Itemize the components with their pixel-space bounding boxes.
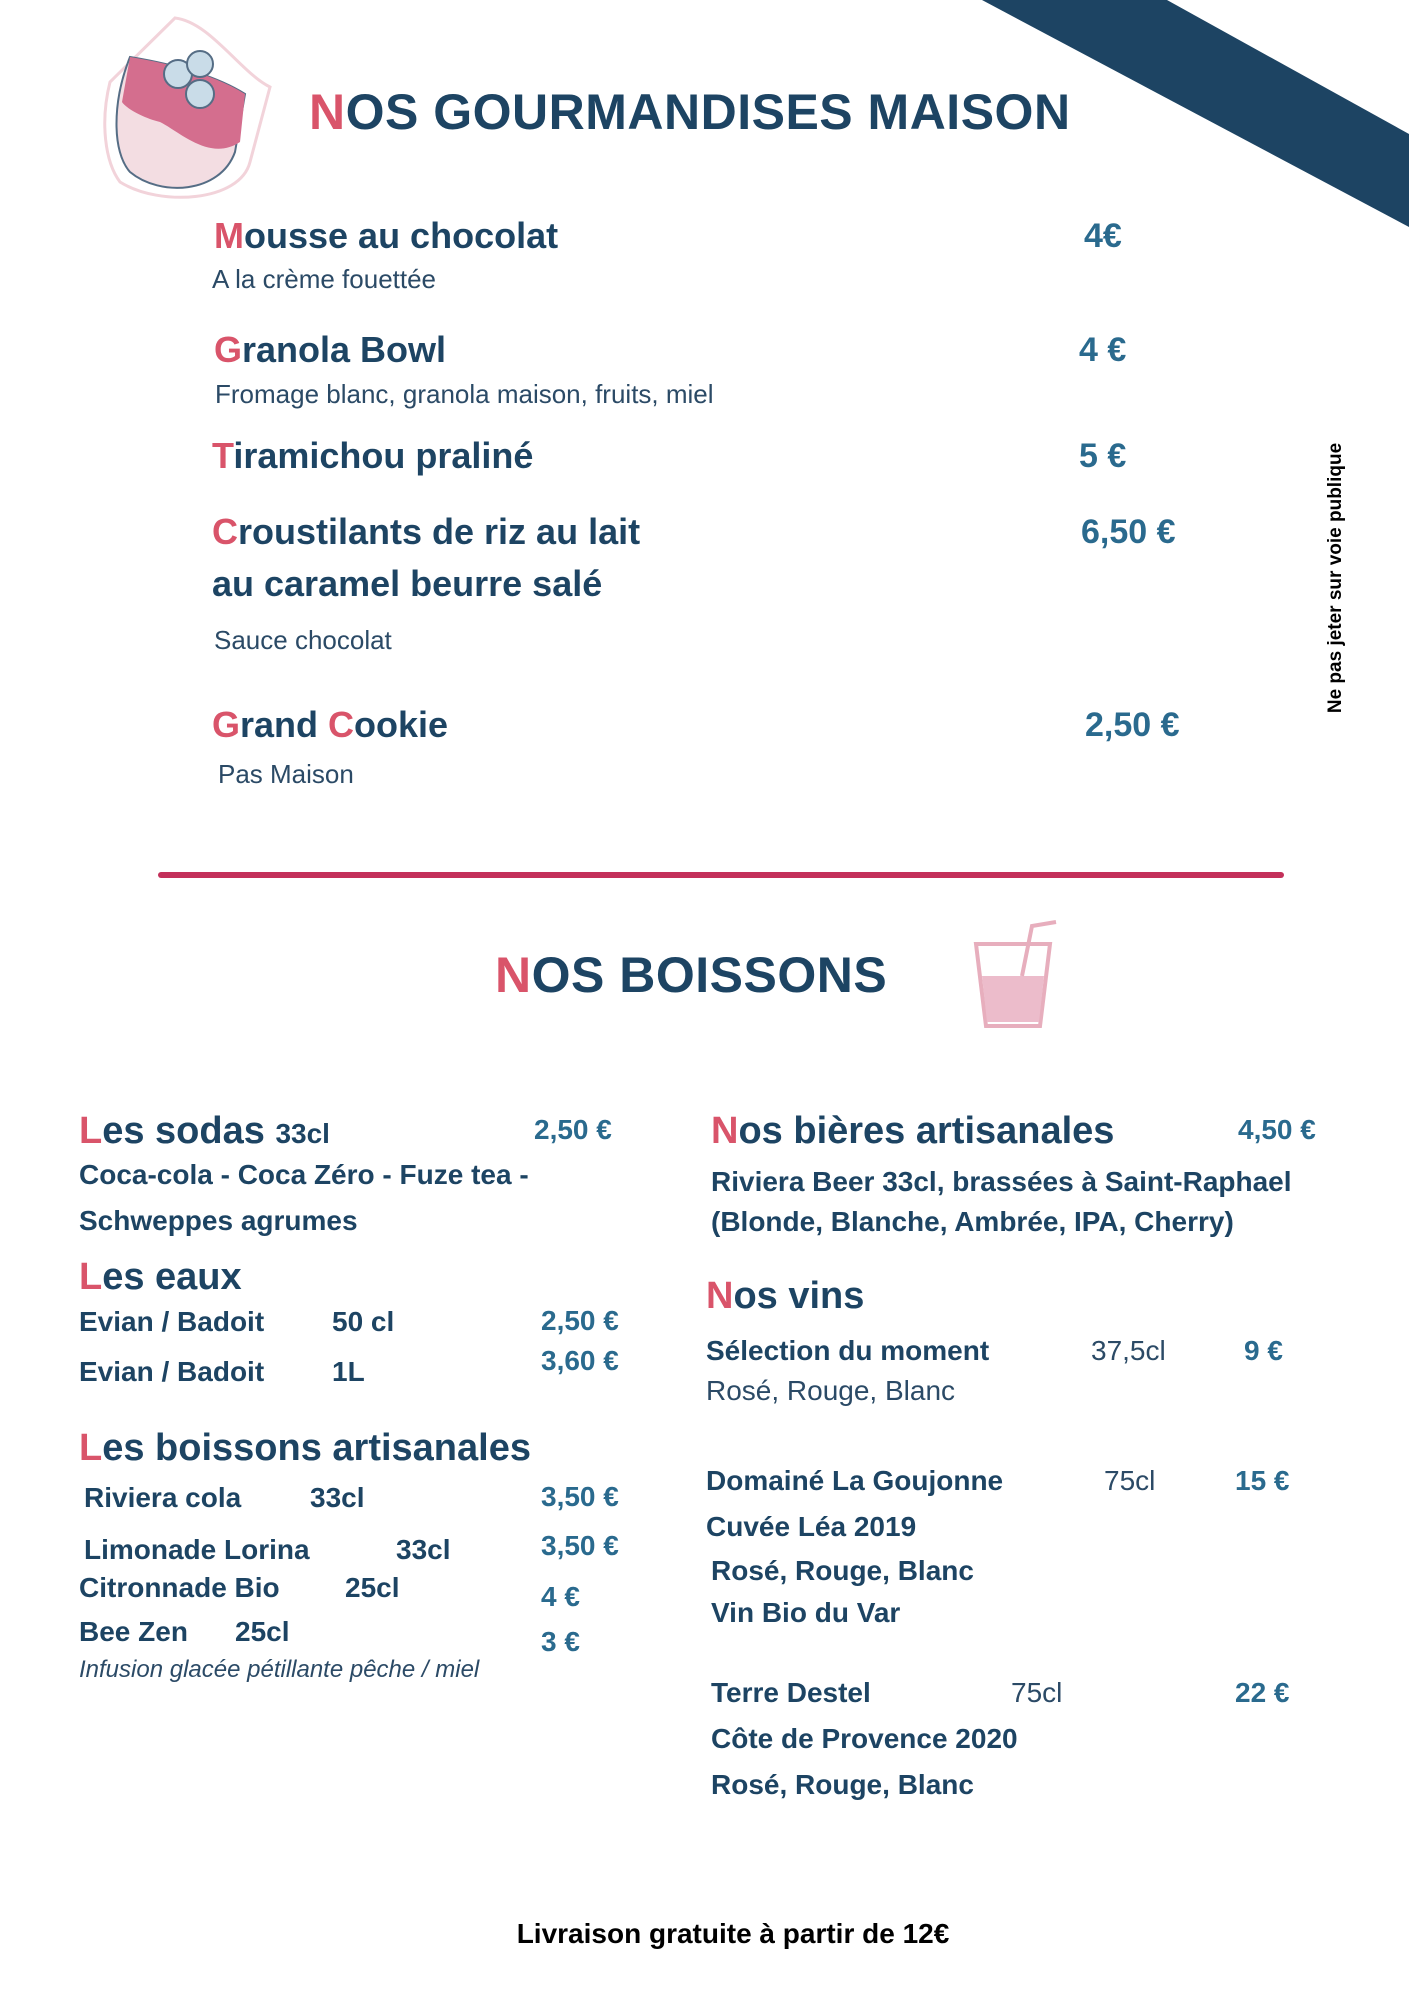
sodas-price: 2,50 €: [534, 1114, 612, 1145]
dessert-name: Granola Bowl: [214, 329, 447, 370]
wine-size: 37,5cl: [1091, 1335, 1166, 1366]
dessert-price: 4 €: [1079, 331, 1127, 369]
water-name: Evian / Badoit: [79, 1306, 265, 1337]
dessert-price: 4€: [1084, 217, 1122, 255]
craft-drinks-heading: Les boissons artisanales: [79, 1427, 531, 1469]
wine-size: 75cl: [1011, 1677, 1063, 1708]
craft-drink-name: Limonade Lorina: [84, 1534, 310, 1565]
beers-description: (Blonde, Blanche, Ambrée, IPA, Cherry): [711, 1206, 1234, 1237]
wine-price: 22 €: [1235, 1677, 1290, 1708]
side-note: Ne pas jeter sur voie publique: [1325, 442, 1346, 714]
section-divider: [158, 872, 1284, 878]
beers-heading: Nos bières artisanales: [711, 1110, 1115, 1152]
craft-drink-price: 3,50 €: [541, 1530, 619, 1561]
drink-glass-icon: [970, 918, 1060, 1030]
wine-name: Domainé La Goujonne: [706, 1465, 1004, 1496]
wine-detail: Rosé, Rouge, Blanc: [711, 1555, 974, 1586]
dessert-glass-icon: [100, 12, 280, 202]
wine-detail: Côte de Provence 2020: [711, 1723, 1018, 1754]
craft-drink-size: 33cl: [396, 1534, 451, 1565]
water-price: 3,60 €: [541, 1345, 619, 1376]
water-size: 50 cl: [332, 1306, 395, 1337]
craft-drink-price: 4 €: [541, 1581, 580, 1612]
craft-drink-size: 33cl: [310, 1482, 365, 1513]
dessert-description: Fromage blanc, granola maison, fruits, miel: [215, 379, 714, 409]
water-name: Evian / Badoit: [79, 1356, 265, 1387]
craft-drink-size: 25cl: [235, 1616, 290, 1647]
drinks-title: NOS BOISSONS: [495, 947, 888, 1003]
wine-detail: Rosé, Rouge, Blanc: [711, 1769, 974, 1800]
dessert-name-line2: au caramel beurre salé: [212, 563, 603, 604]
wine-detail: Cuvée Léa 2019: [706, 1511, 917, 1542]
craft-drink-name: Citronnade Bio: [79, 1572, 280, 1603]
wine-name: Terre Destel: [711, 1677, 871, 1708]
wine-price: 15 €: [1235, 1465, 1290, 1496]
dessert-name: Mousse au chocolat: [214, 215, 559, 256]
dessert-price: 2,50 €: [1085, 706, 1180, 744]
wine-detail: Vin Bio du Var: [711, 1597, 901, 1628]
desserts-title: NOS GOURMANDISES MAISON: [309, 84, 1071, 140]
craft-drink-size: 25cl: [345, 1572, 400, 1603]
wines-heading: Nos vins: [706, 1275, 865, 1317]
wine-name: Sélection du moment: [706, 1335, 990, 1366]
beers-description: Riviera Beer 33cl, brassées à Saint-Raphael: [711, 1166, 1292, 1197]
dessert-name: Tiramichou praliné: [212, 435, 534, 476]
dessert-price: 6,50 €: [1081, 513, 1176, 551]
dessert-name: Grand Cookie: [212, 704, 449, 745]
dessert-description: Sauce chocolat: [214, 625, 392, 655]
dessert-description: Pas Maison: [218, 759, 354, 789]
craft-drink-name: Bee Zen: [79, 1616, 188, 1647]
footer-delivery-note: Livraison gratuite à partir de 12€: [516, 1918, 950, 1949]
sodas-list: Schweppes agrumes: [79, 1205, 358, 1236]
dessert-price: 5 €: [1079, 437, 1127, 475]
craft-drink-price: 3 €: [541, 1626, 580, 1657]
sodas-list: Coca-cola - Coca Zéro - Fuze tea -: [79, 1159, 529, 1190]
wine-size: 75cl: [1104, 1465, 1156, 1496]
beers-price: 4,50 €: [1238, 1114, 1316, 1145]
craft-drink-note: Infusion glacée pétillante pêche / miel: [79, 1656, 480, 1683]
water-size: 1L: [332, 1356, 365, 1387]
sodas-heading: Les sodas 33cl: [79, 1110, 330, 1152]
craft-drink-price: 3,50 €: [541, 1481, 619, 1512]
craft-drink-name: Riviera cola: [84, 1482, 242, 1513]
waters-heading: Les eaux: [79, 1256, 242, 1298]
dessert-description: A la crème fouettée: [212, 264, 437, 294]
wine-detail: Rosé, Rouge, Blanc: [706, 1375, 956, 1406]
wine-price: 9 €: [1244, 1335, 1283, 1366]
dessert-name: Croustilants de riz au lait: [212, 511, 641, 552]
water-price: 2,50 €: [541, 1305, 619, 1336]
